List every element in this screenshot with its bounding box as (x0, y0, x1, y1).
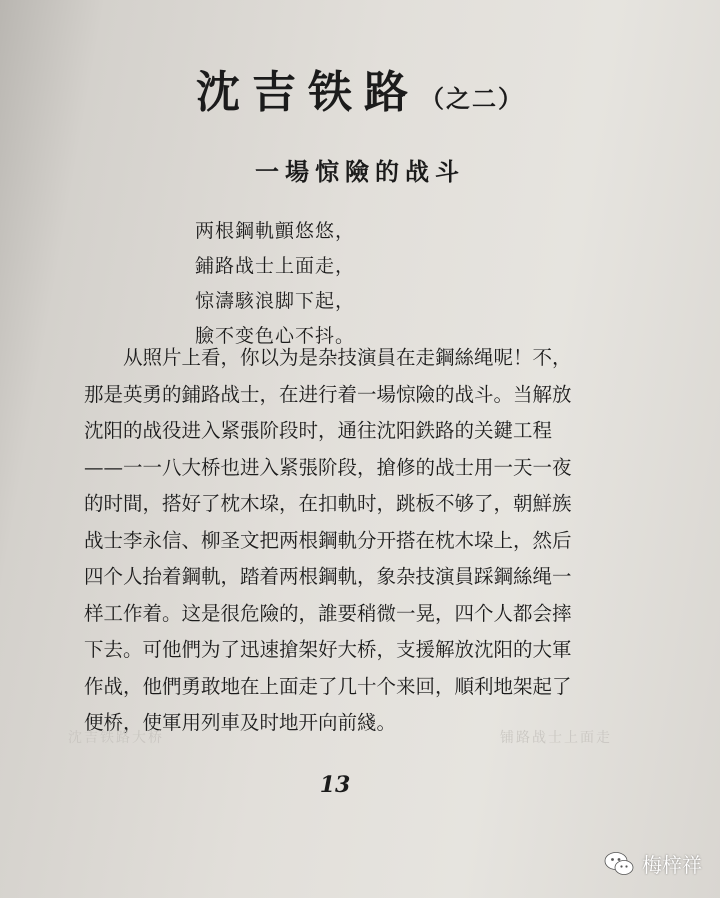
wechat-icon (604, 851, 634, 877)
body-line: 便桥，使軍用列車及时地开向前綫。 (84, 711, 397, 734)
body-line: ——一一八大桥也进入紧張阶段，搶修的战士用一天一夜 (84, 455, 572, 479)
watermark-account-name: 梅梓祥 (642, 853, 702, 877)
section-subtitle: 一場惊險的战斗 (255, 157, 465, 186)
title-suffix: （之二） (420, 84, 524, 113)
body-line: 沈阳的战役进入紧張阶段时，通往沈阳鉄路的关鍵工程 (84, 419, 553, 442)
poem (195, 214, 355, 354)
poem-line: 惊濤駭浪脚下起， (195, 290, 356, 312)
title-main: 沈吉铁路 (196, 67, 420, 118)
watermark (604, 849, 702, 878)
body-paragraph (84, 340, 594, 742)
page-number: 13 (319, 772, 351, 798)
body-line: 从照片上看，你以为是杂技演員在走鋼絲绳呢！不， (123, 346, 572, 369)
body-line: 下去。可他們为了迅速搶架好大桥，支援解放沈阳的大軍 (84, 638, 572, 661)
page-title (0, 56, 720, 120)
body-line: 的时間，搭好了枕木垜，在扣軌时，跳板不够了，朝鮮族 (84, 492, 572, 515)
show-through-text-right: 铺路战士上面走 (500, 730, 612, 746)
body-line: 样工作着。这是很危險的，誰要稍微一晃，四个人都会摔 (84, 601, 572, 625)
poem-line: 臉不变色心不抖。 (195, 325, 356, 347)
body-line: 战士李永信、柳圣文把两根鋼軌分开搭在枕木垜上，然后 (84, 528, 572, 552)
poem-line: 两根鋼軌顫悠悠， (195, 220, 356, 242)
show-through-text-left: 沈吉铁路大桥 (68, 730, 164, 746)
body-line: 四个人抬着鋼軌，踏着两根鋼軌，象杂技演員踩鋼絲绳一 (84, 565, 572, 588)
body-line: 那是英勇的鋪路战士，在进行着一場惊險的战斗。当解放 (84, 382, 572, 406)
body-line: 作战，他們勇敢地在上面走了几十个来回，順利地架起了 (84, 674, 572, 698)
poem-line: 鋪路战士上面走， (195, 255, 356, 277)
